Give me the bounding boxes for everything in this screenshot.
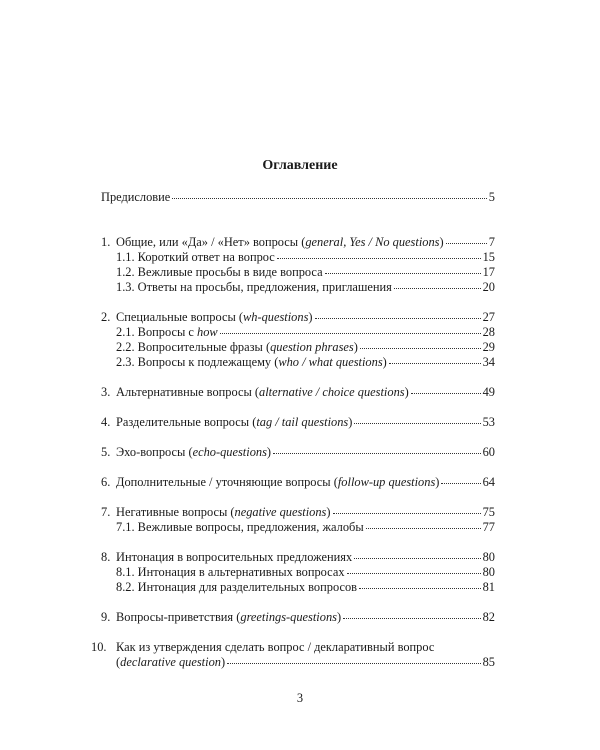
toc-entry-label: Эхо-вопросы (echo-questions) bbox=[116, 445, 272, 459]
toc-entry-label: Вопросы-приветствия (greetings-questions) bbox=[116, 610, 342, 624]
toc-entry-label: Разделительные вопросы (tag / tail questions) bbox=[116, 415, 353, 429]
section-number: 1. bbox=[101, 235, 111, 249]
toc-page-number: 28 bbox=[482, 325, 495, 339]
toc-entry-label: Негативные вопросы (negative questions) bbox=[116, 505, 331, 519]
toc-entry-label: Альтернативные вопросы (alternative / choice questions) bbox=[116, 385, 409, 399]
toc-page-number: 80 bbox=[482, 565, 495, 579]
dot-leader bbox=[394, 287, 481, 289]
toc-subsection[interactable] bbox=[101, 250, 495, 265]
table-of-contents bbox=[91, 190, 495, 670]
toc-entry-label: Общие, или «Да» / «Нет» вопросы (general, Yes / No questions) bbox=[116, 235, 444, 249]
toc-subsection[interactable] bbox=[101, 565, 495, 580]
dot-leader bbox=[277, 257, 481, 259]
section-number: 5. bbox=[101, 445, 111, 459]
section-number: 9. bbox=[101, 610, 111, 624]
toc-page-number: 27 bbox=[482, 310, 495, 324]
toc-section-1[interactable] bbox=[101, 235, 495, 250]
dot-leader bbox=[354, 557, 480, 559]
toc-page-number: 64 bbox=[482, 475, 495, 489]
toc-page-number: 82 bbox=[482, 610, 495, 624]
toc-page-number: 49 bbox=[482, 385, 495, 399]
toc-subsection[interactable] bbox=[101, 520, 495, 535]
section-number: 2. bbox=[101, 310, 111, 324]
toc-page-number: 81 bbox=[482, 580, 495, 594]
section-number: 6. bbox=[101, 475, 111, 489]
toc-page-number: 60 bbox=[482, 445, 495, 459]
toc-subsection[interactable] bbox=[101, 280, 495, 295]
toc-subsection[interactable] bbox=[101, 580, 495, 595]
section-number: 8. bbox=[101, 550, 111, 564]
dot-leader bbox=[411, 392, 481, 394]
toc-section-3[interactable] bbox=[101, 385, 495, 400]
toc-entry-label: 1.2. Вежливые просьбы в виде вопроса bbox=[116, 265, 323, 279]
page-title: Оглавление bbox=[262, 158, 338, 173]
dot-leader bbox=[446, 242, 487, 244]
toc-page-number: 85 bbox=[482, 655, 495, 669]
toc-entry-label: Дополнительные / уточняющие вопросы (follow-up questions) bbox=[116, 475, 440, 489]
toc-subsection[interactable] bbox=[101, 325, 495, 340]
toc-subsection[interactable] bbox=[101, 340, 495, 355]
toc-section-10[interactable] bbox=[91, 640, 495, 670]
toc-entry-label: Специальные вопросы (wh-questions) bbox=[116, 310, 313, 324]
dot-leader bbox=[227, 662, 481, 664]
dot-leader bbox=[343, 617, 481, 619]
dot-leader bbox=[441, 482, 480, 484]
page-number-footer: 3 bbox=[296, 691, 304, 705]
toc-page-number: 17 bbox=[482, 265, 495, 279]
toc-entry-label-continued: (declarative question) bbox=[116, 655, 226, 669]
section-number: 10. bbox=[91, 640, 107, 654]
toc-entry-label: Интонация в вопросительных предложениях bbox=[116, 550, 353, 564]
toc-section-8[interactable] bbox=[101, 550, 495, 565]
dot-leader bbox=[359, 587, 481, 589]
toc-section-9[interactable] bbox=[101, 610, 495, 625]
dot-leader bbox=[347, 572, 481, 574]
dot-leader bbox=[220, 332, 481, 334]
toc-page-number: 15 bbox=[482, 250, 495, 264]
toc-page-number: 80 bbox=[482, 550, 495, 564]
section-number: 3. bbox=[101, 385, 111, 399]
toc-page-number: 20 bbox=[482, 280, 495, 294]
dot-leader bbox=[354, 422, 480, 424]
dot-leader bbox=[325, 272, 481, 274]
toc-entry-label: 8.2. Интонация для разделительных вопросов bbox=[116, 580, 358, 594]
dot-leader bbox=[366, 527, 481, 529]
toc-entry-label: 8.1. Интонация в альтернативных вопросах bbox=[116, 565, 345, 579]
dot-leader bbox=[273, 452, 481, 454]
dot-leader bbox=[333, 512, 481, 514]
toc-preface[interactable] bbox=[101, 190, 495, 205]
toc-section-5[interactable] bbox=[101, 445, 495, 460]
toc-subsection[interactable] bbox=[101, 265, 495, 280]
dot-leader bbox=[315, 317, 481, 319]
toc-entry-label: 2.2. Вопросительные фразы (question phrases) bbox=[116, 340, 358, 354]
toc-entry-label: 1.3. Ответы на просьбы, предложения, приглашения bbox=[116, 280, 392, 294]
dot-leader bbox=[389, 362, 481, 364]
toc-page-number: 34 bbox=[482, 355, 495, 369]
toc-section-4[interactable] bbox=[101, 415, 495, 430]
toc-page-number: 75 bbox=[482, 505, 495, 519]
toc-entry-label: 2.1. Вопросы с how bbox=[116, 325, 218, 339]
dot-leader bbox=[172, 197, 487, 199]
toc-entry-label: 7.1. Вежливые вопросы, предложения, жалобы bbox=[116, 520, 364, 534]
toc-section-7[interactable] bbox=[101, 505, 495, 520]
toc-section-2[interactable] bbox=[101, 310, 495, 325]
toc-page-number: 29 bbox=[482, 340, 495, 354]
toc-section-6[interactable] bbox=[101, 475, 495, 490]
toc-page-number: 5 bbox=[488, 190, 495, 204]
toc-entry-label: Как из утверждения сделать вопрос / декларативный вопрос bbox=[116, 640, 435, 654]
section-number: 7. bbox=[101, 505, 111, 519]
toc-entry-label: 1.1. Короткий ответ на вопрос bbox=[116, 250, 275, 264]
toc-page-number: 53 bbox=[482, 415, 495, 429]
dot-leader bbox=[360, 347, 481, 349]
toc-subsection[interactable] bbox=[101, 355, 495, 370]
toc-page-number: 7 bbox=[488, 235, 495, 249]
section-number: 4. bbox=[101, 415, 111, 429]
toc-page-number: 77 bbox=[482, 520, 495, 534]
toc-entry-label: Предисловие bbox=[101, 190, 171, 204]
toc-entry-label: 2.3. Вопросы к подлежащему (who / what questions) bbox=[116, 355, 387, 369]
